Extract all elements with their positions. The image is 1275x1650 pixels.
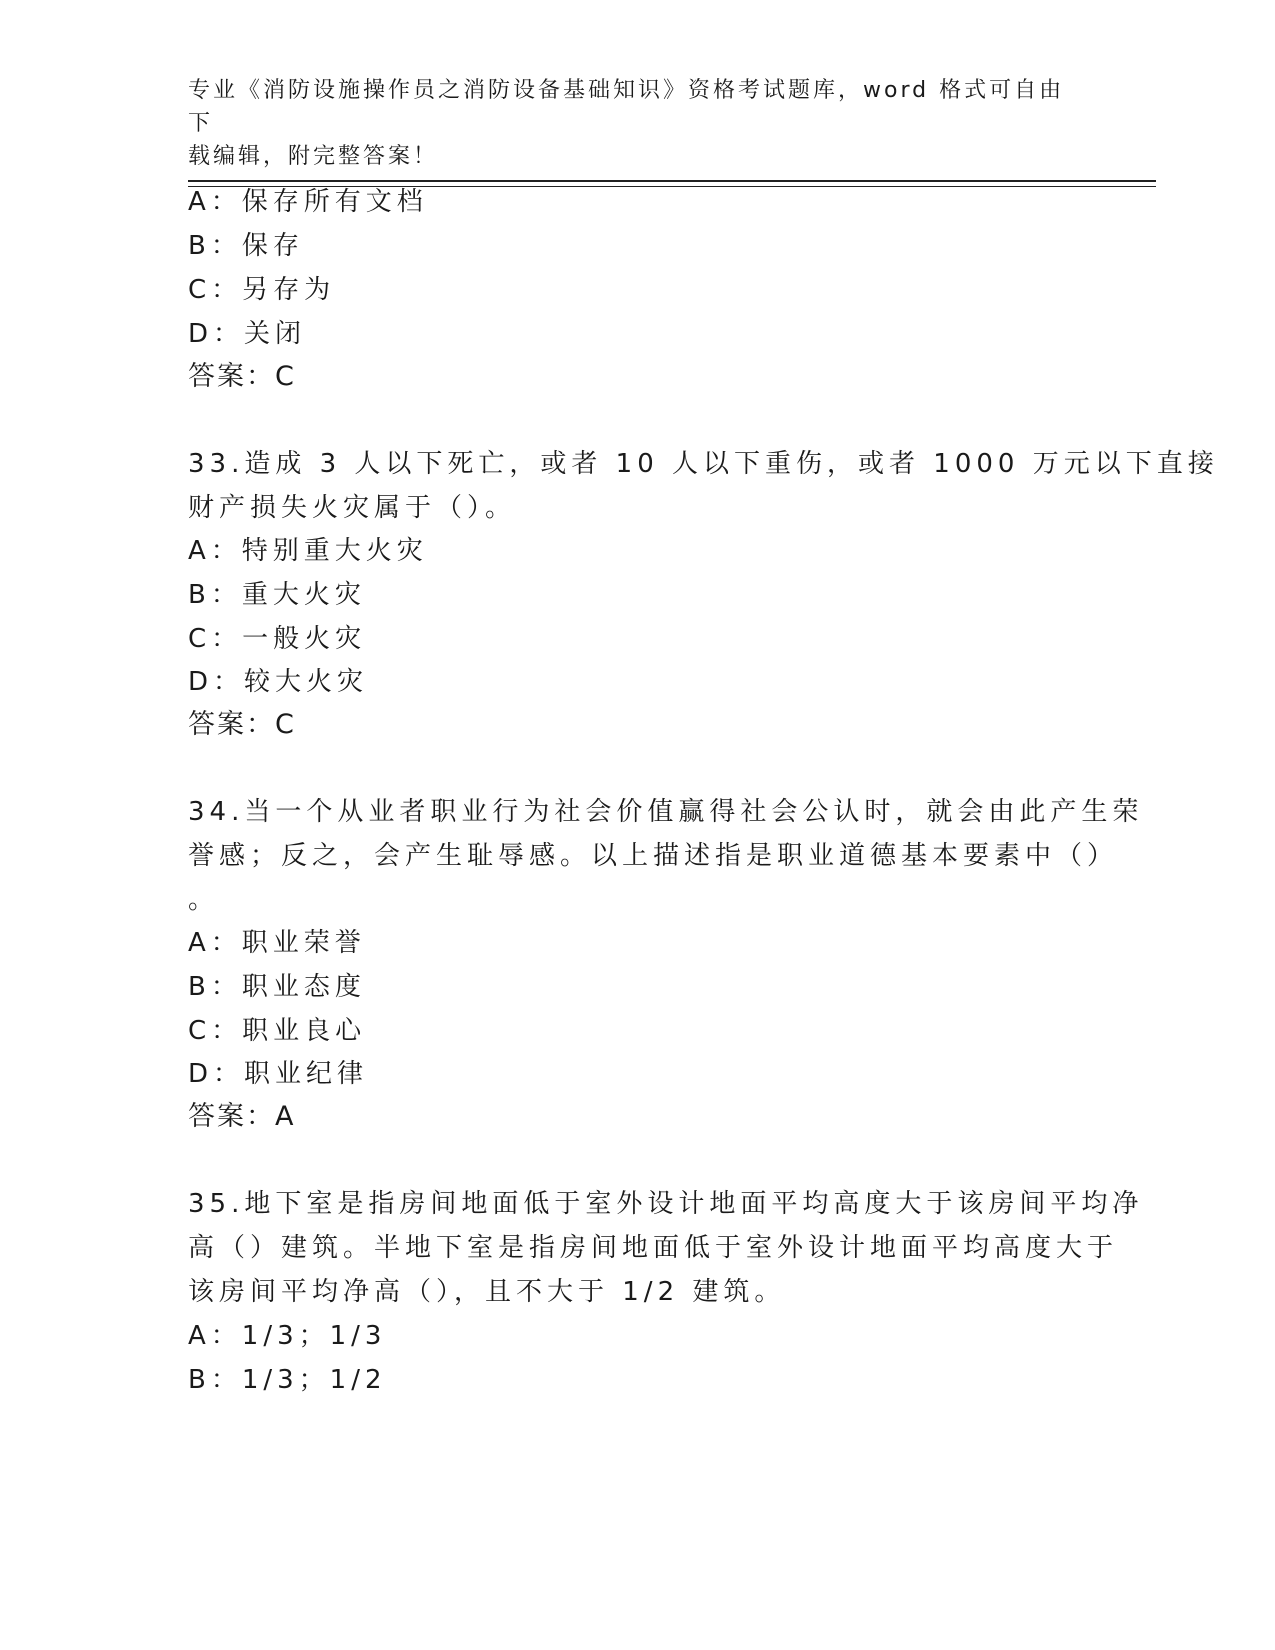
q34-option-c: C：职业良心	[188, 1016, 367, 1046]
q34-answer: 答案：A	[188, 1101, 296, 1132]
document-header	[188, 74, 1068, 173]
q35-stem-line-2: 高（）建筑。半地下室是指房间地面低于室外设计地面平均高度大于	[188, 1233, 1119, 1263]
q34-stem-line-2: 誉感；反之，会产生耻辱感。以上描述指是职业道德基本要素中（）	[188, 841, 1119, 871]
q35-option-a: A：1/3；1/3	[188, 1321, 387, 1351]
q33-option-b: B：重大火灾	[188, 580, 366, 610]
q33-option-d: D：较大火灾	[188, 667, 369, 697]
q35-stem-line-3: 该房间平均净高（），且不大于 1/2 建筑。	[188, 1277, 786, 1307]
q32-option-c: C：另存为	[188, 275, 336, 305]
q32-answer: 答案：C	[188, 361, 296, 392]
q32-option-d: D：关闭	[188, 319, 307, 349]
q34-stem-line-3: 。	[188, 885, 220, 915]
q33-option-a: A：特别重大火灾	[188, 536, 428, 566]
q32-option-b: B：保存	[188, 231, 304, 261]
q32-option-a: A：保存所有文档	[188, 187, 428, 217]
q33-stem-line-1: 33.造成 3 人以下死亡，或者 10 人以下重伤，或者 1000 万元以下直接	[188, 449, 1219, 479]
header-line-2: 载编辑，附完整答案！	[188, 144, 439, 169]
q33-answer: 答案：C	[188, 709, 296, 740]
q34-option-a: A：职业荣誉	[188, 928, 366, 958]
q34-option-d: D：职业纪律	[188, 1059, 369, 1089]
q33-option-c: C：一般火灾	[188, 624, 367, 654]
q34-stem-line-1: 34.当一个从业者职业行为社会价值赢得社会公认时，就会由此产生荣	[188, 797, 1144, 827]
q33-stem-line-2: 财产损失火灾属于（）。	[188, 493, 517, 523]
q34-option-b: B：职业态度	[188, 972, 366, 1002]
q35-option-b: B：1/3；1/2	[188, 1365, 387, 1395]
q35-stem-line-1: 35.地下室是指房间地面低于室外设计地面平均高度大于该房间平均净	[188, 1189, 1144, 1219]
header-line-1: 专业《消防设施操作员之消防设备基础知识》资格考试题库，word 格式可自由下	[188, 78, 1065, 136]
